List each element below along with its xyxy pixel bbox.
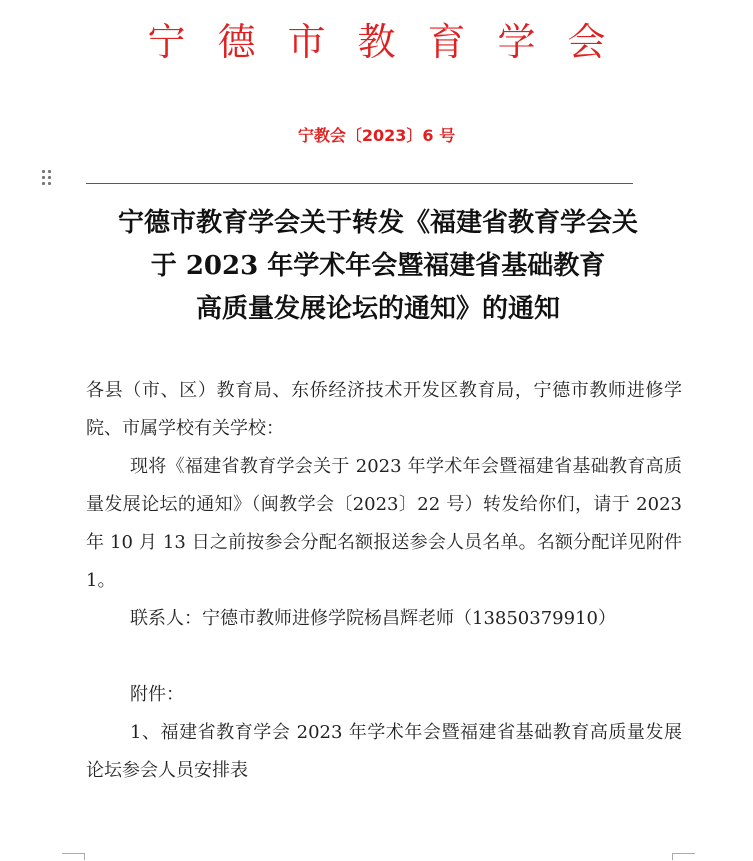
contact-line: 联系人：宁德市教师进修学院杨昌辉老师（13850379910） xyxy=(130,608,616,629)
title-line-2: 于 2023 年学术年会暨福建省基础教育 xyxy=(150,251,606,281)
org-name-header: 宁德市教育学会 xyxy=(147,20,638,64)
page-corner-mark-left xyxy=(62,853,85,860)
title-line-1: 宁德市教育学会关于转发《福建省教育学会关 xyxy=(117,208,638,238)
blank-line xyxy=(86,638,682,676)
attachment-item-1: 1、福建省教育学会 2023 年学术年会暨福建省基础教育高质量发展论坛参会人员安排表 xyxy=(86,722,682,781)
document-number: 宁教会〔2023〕6 号 xyxy=(297,126,456,145)
page-corner-mark-right xyxy=(672,853,695,860)
document-body xyxy=(86,372,682,790)
main-paragraph: 现将《福建省教育学会关于 2023 年学术年会暨福建省基础教育高质量发展论坛的通知》（闽教学会〔2023〕22 号）转发给你们，请于 2023 年 10 月 13 日之前按参会分配名额报送参会人员名单。名额分配详见附件 1。 xyxy=(86,456,682,591)
attachments-label: 附件： xyxy=(130,684,184,705)
salutation: 各县（市、区）教育局、东侨经济技术开发区教育局，宁德市教师进修学院、市属学校有关学校： xyxy=(86,380,682,439)
drag-handle-icon[interactable] xyxy=(42,170,52,186)
red-divider-line xyxy=(86,183,633,184)
document-title xyxy=(78,202,678,331)
title-line-3: 高质量发展论坛的通知》的通知 xyxy=(195,294,560,324)
